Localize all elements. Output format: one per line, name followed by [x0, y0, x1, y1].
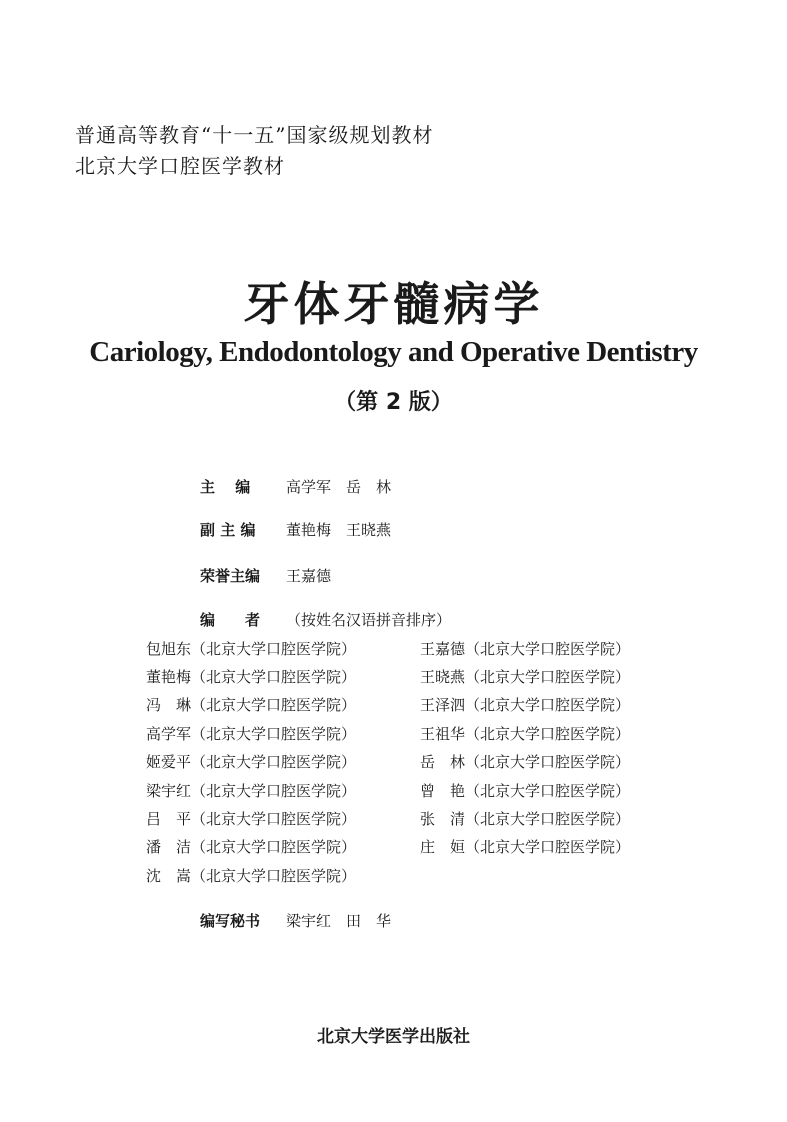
- contributor-left-4: 高学军（北京大学口腔医学院）: [146, 725, 357, 743]
- honorary-editor-label: 荣誉主编: [200, 567, 261, 585]
- contributor-right-2: 王晓燕（北京大学口腔医学院）: [420, 668, 631, 686]
- edition-label: （第 2 版）: [334, 390, 453, 415]
- contributor-right-6: 曾 艳（北京大学口腔医学院）: [420, 782, 631, 800]
- contributor-left-1: 包旭东（北京大学口腔医学院）: [146, 640, 357, 658]
- secretary-names: 梁宇红 田 华: [286, 912, 392, 930]
- contributor-right-3: 王泽泗（北京大学口腔医学院）: [420, 696, 631, 714]
- series-line-2: 北京大学口腔医学教材: [75, 154, 285, 178]
- contributor-right-7: 张 清（北京大学口腔医学院）: [420, 810, 631, 828]
- contributor-left-5: 姬爱平（北京大学口腔医学院）: [146, 753, 357, 771]
- contributor-left-3: 冯 琳（北京大学口腔医学院）: [146, 696, 357, 714]
- contributor-left-2: 董艳梅（北京大学口腔医学院）: [146, 668, 357, 686]
- contributor-left-9: 沈 嵩（北京大学口腔医学院）: [146, 867, 357, 885]
- series-line-1: 普通高等教育“十一五”国家级规划教材: [75, 123, 434, 147]
- contributor-right-5: 岳 林（北京大学口腔医学院）: [420, 753, 631, 771]
- contributor-right-8: 庄 姮（北京大学口腔医学院）: [420, 838, 631, 856]
- authors-label: 编 者: [200, 611, 261, 629]
- publisher-name: 北京大学医学出版社: [317, 1027, 470, 1047]
- contributor-left-7: 吕 平（北京大学口腔医学院）: [146, 810, 357, 828]
- book-title-english: Cariology, Endodontology and Operative Dentistry: [89, 336, 698, 368]
- honorary-editor-names: 王嘉德: [286, 567, 332, 585]
- chief-editor-label: 主 编: [200, 478, 251, 496]
- deputy-editor-label: 副 主 编: [200, 521, 256, 539]
- authors-sort-note: （按姓名汉语拼音排序）: [286, 611, 452, 629]
- book-title-chinese: 牙体牙髓病学: [243, 277, 544, 331]
- contributor-left-8: 潘 洁（北京大学口腔医学院）: [146, 838, 357, 856]
- secretary-label: 编写秘书: [200, 912, 261, 930]
- chief-editor-names: 高学军 岳 林: [286, 478, 392, 496]
- contributor-right-4: 王祖华（北京大学口腔医学院）: [420, 725, 631, 743]
- contributor-right-1: 王嘉德（北京大学口腔医学院）: [420, 640, 631, 658]
- deputy-editor-names: 董艳梅 王晓燕: [286, 521, 392, 539]
- contributor-left-6: 梁宇红（北京大学口腔医学院）: [146, 782, 357, 800]
